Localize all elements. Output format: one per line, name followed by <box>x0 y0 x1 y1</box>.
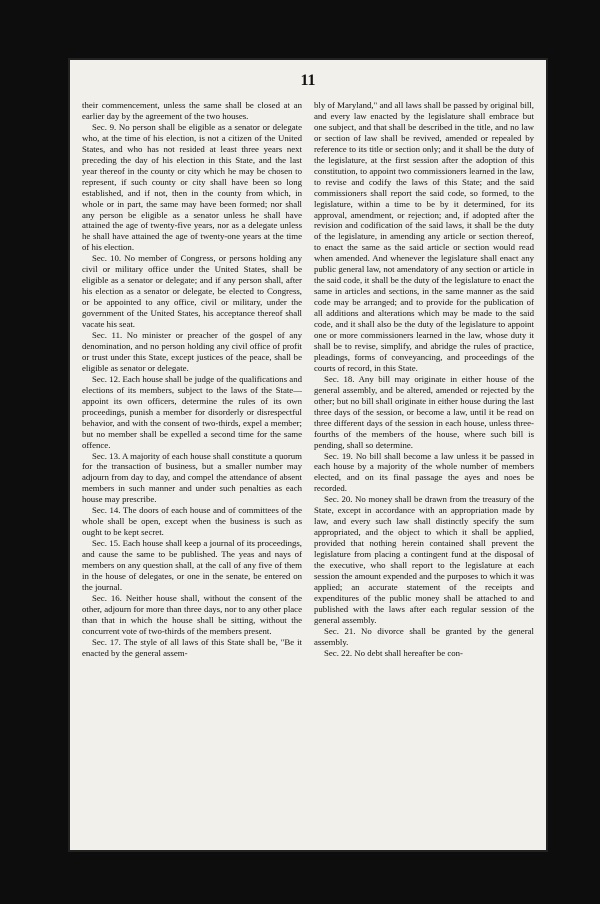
right-column <box>314 100 534 842</box>
paragraph: Sec. 11. No minister or preacher of the gospel of any denomination, and no person holding any civil office of profit or trust under this State, except justices of the peace, shall be eligible as senator or delegate. <box>82 330 302 373</box>
paragraph: Sec. 21. No divorce shall be granted by the general assembly. <box>314 625 534 647</box>
paragraph: Sec. 16. Neither house shall, without the consent of the other, adjourn for more than three days, nor to any other place than that in which the house shall be sitting, without the concurrent vote of two-thirds of the members present. <box>82 592 302 636</box>
paragraph: Sec. 10. No member of Congress, or persons holding any civil or military office under the United States, shall be eligible as a senator or delegate; and if any person shall, after his election as a senator or delegate, be elected to Congress, or be appointed to any office, civil or military, under the government of the United States, his acceptance thereof shall vacate his seat. <box>82 253 302 330</box>
paragraph: Sec. 13. A majority of each house shall constitute a quorum for the transaction of business, but a smaller number may adjourn from day to day, and compel the attendance of absent members in such manner and under such penalties as each house may prescribe. <box>82 450 302 505</box>
paragraph: Sec. 15. Each house shall keep a journal of its proceedings, and cause the same to be published. The yeas and nays of members on any question shall, at the call of any five of them in the house of delegates, or one in the senate, be entered on the journal. <box>82 538 302 592</box>
text-columns <box>82 100 534 842</box>
paragraph: Sec. 22. No debt shall hereafter be con- <box>324 647 463 658</box>
paragraph: Sec. 9. No person shall be eligible as a senator or delegate who, at the time of his election, is not a citizen of the United States, and who has not resided at least three years next preceding the day of his election in this State, and the last year thereof in the county or city which he may be chosen to represent, if such county or city shall have been so long established, and if not, then in the county from which, in whole or in part, the same may have been formed; nor shall any person be eligible as a senator unless he shall have attained the age of twenty-five years, nor as a delegate unless he shall have attained the age of twenty-one years at the time of his election. <box>82 121 302 253</box>
page-number: 11 <box>300 72 316 89</box>
paragraph: bly of Maryland," and all laws shall be passed by original bill, and every law enacted by the legislature shall embrace but one subject, and that shall be described in the title, and no law or section of law shall be revived, amended or repealed by reference to its title or section only; and it shall be the duty of the legislature, at the first session after the adoption of this constitution, to appoint two commissioners learned in the law, to revise and codify the laws of this State; and the said commissioners shall report the said code, so formed, to the legislature, within a time to be by it determined, for its approval, amendment, or rejection; and, if adopted after the revision and codification of the said laws, it shall be the duty of the legislature, in amending any article or section thereof, to enact the same as the said article or section would read when amended. And whenever the legislature shall enact any public general law, not amendatory of any section or article in the said code, it shall be the duty of the legislature to enact the same in articles and sections, in the same manner as the said code may be arranged; and to provide for the publication of all additions and alterations which may be made to the said code, and it shall also be the duty of the legislature to appoint one or more commissioners learned in the law, whose duty it shall be to revise, simplify, and abridge the rules of practice, pleadings, forms of conveyancing, and proceedings of the courts of record, in this State. <box>314 100 534 373</box>
paragraph: Sec. 20. No money shall be drawn from the treasury of the State, except in accordance with an appropriation made by law, and every such law shall distinctly specify the sum appropriated, and the object to which it shall be applied, provided that nothing herein contained shall prevent the legislature from placing a contingent fund at the disposal of the executive, who shall report to the legislature at each session the amount expended and the purposes to which it was applied; an accurate statement of the receipts and expenditures of the public money shall be attached to and published with the laws after each regular session of the general assembly. <box>314 494 534 625</box>
paragraph: Sec. 17. The style of all laws of this State shall be, "Be it enacted by the general assem- <box>82 636 302 658</box>
paragraph: Sec. 14. The doors of each house and of committees of the whole shall be open, except when the business is such as ought to be kept secret. <box>82 505 302 538</box>
paragraph: Sec. 12. Each house shall be judge of the qualifications and elections of its members, subject to the laws of the State—appoint its own officers, determine the rules of its own proceedings, punish a member for disorderly or disrespectful behavior, and with the consent of two-thirds, expel a member; but no member shall be expelled a second time for the same offence. <box>82 373 302 450</box>
paragraph: their commencement, unless the same shall be closed at an earlier day by the agreement of the two houses. <box>82 100 302 121</box>
paragraph: Sec. 19. No bill shall become a law unless it be passed in each house by a majority of the whole number of members elected, and on its final passage the ayes and noes be recorded. <box>314 450 534 494</box>
paragraph: Sec. 18. Any bill may originate in either house of the general assembly, and be altered, amended or rejected by the other; but no bill shall originate in either house during the last three days of the session, or become a law, until it be read on three different days of the session in each house, unless three-fourths of the members of the house, where such bill is pending, shall so determine. <box>314 373 534 450</box>
left-column <box>82 100 302 842</box>
document-page <box>70 60 546 850</box>
